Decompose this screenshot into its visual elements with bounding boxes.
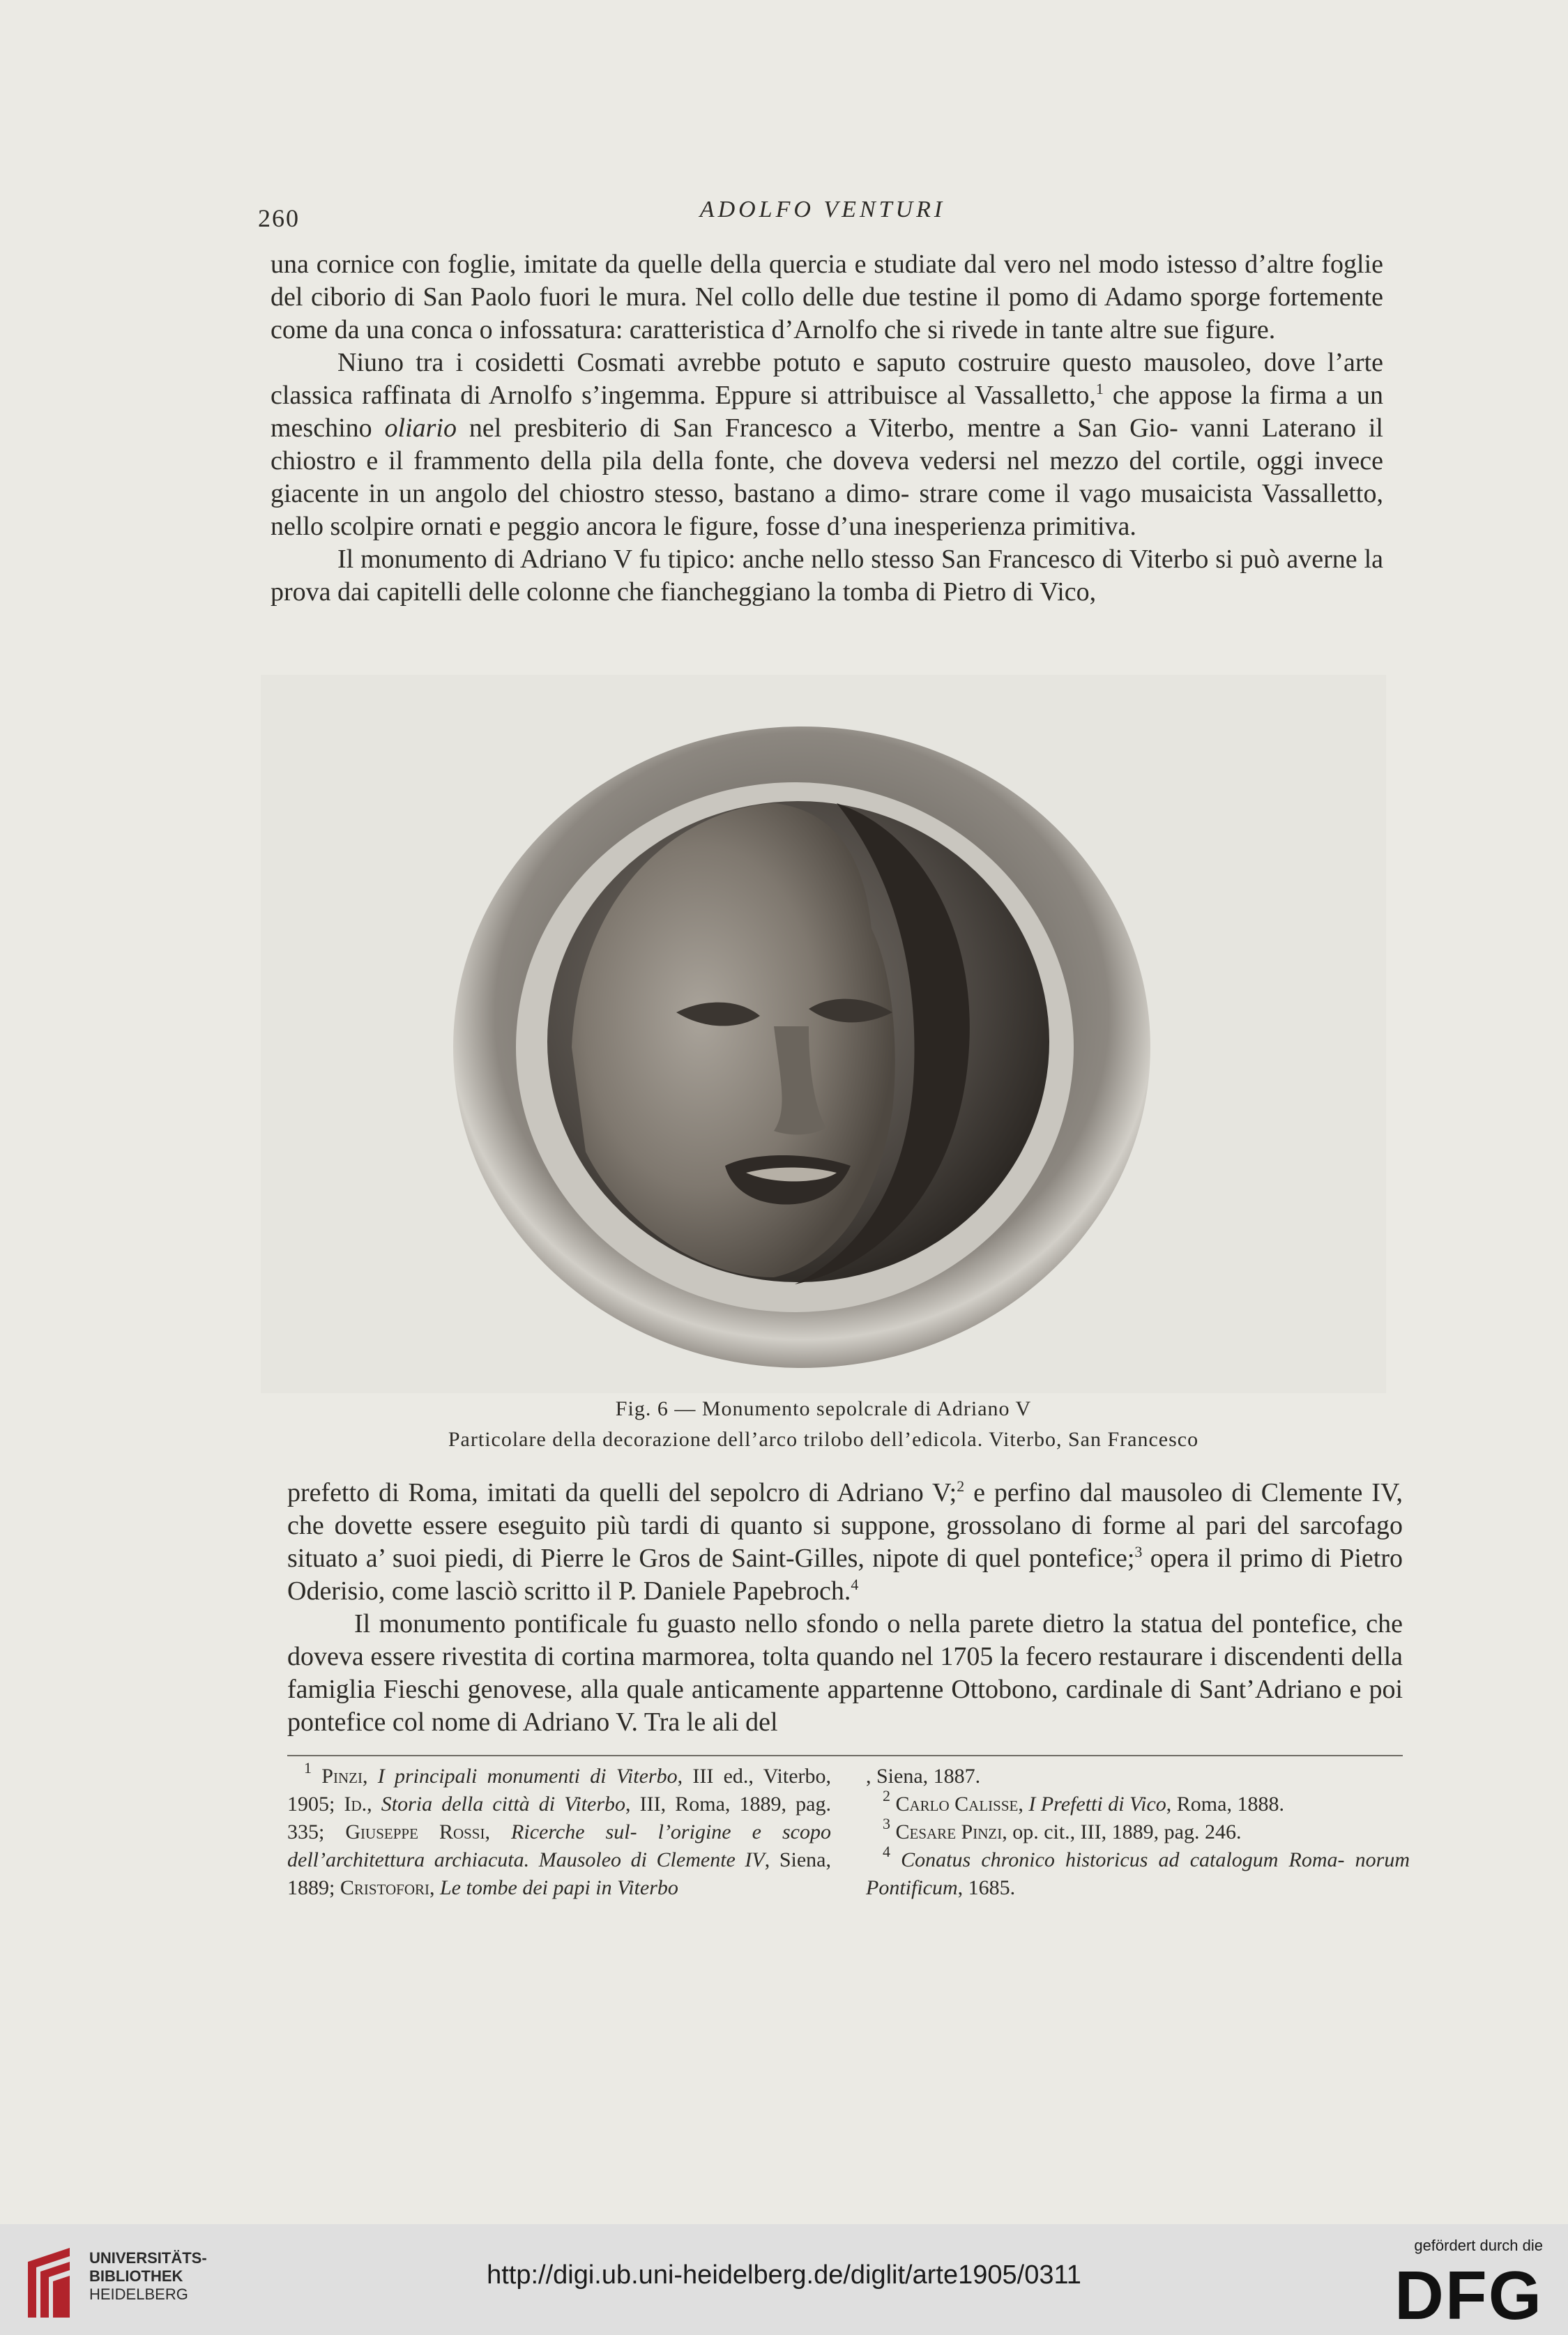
- footnote-1-continued: , Siena, 1887.: [866, 1765, 981, 1788]
- footnote-ref: 1: [1095, 380, 1104, 397]
- university-library-name: UNIVERSITÄTS- BIBLIOTHEK HEIDELBERG: [89, 2249, 207, 2303]
- footnote-column-right: [866, 1763, 1410, 1902]
- footnote-3: $^3$ Cesare Pinzi, op. cit., III, 1889, pag. 246.: [883, 1815, 1242, 1843]
- body-text-bottom: [287, 1477, 1403, 1739]
- permalink-url[interactable]: http://digi.ub.uni-heidelberg.de/diglit/arte1905/0311: [487, 2260, 1081, 2290]
- paragraph: Il monumento di Adriano V fu tipico: anche nello stesso San Francesco di Viterbo si può averne la prova dai capitelli delle colonne che fiancheggiano la tomba di Pietro di Vico,: [271, 545, 1383, 607]
- medallion-photograph: [446, 720, 1157, 1389]
- body-text-top: [271, 248, 1383, 609]
- footnote-ref: 4: [851, 1576, 859, 1593]
- paragraph: Niuno tra i cosidetti Cosmati avrebbe potuto e saputo costruire questo mausoleo, dove l’arte classica raffinata di Arnolfo s’ingemma. Eppure si attribuisce al Vassalletto,$^1$ che appose la firma a un meschino oliario nel presbiterio di San Francesco a Viterbo, mentre a San Gio- vanni Laterano il chiostro e il frammento della pila della fonte, che doveva vedersi nel mezzo del cortile, oggi invece giacente in un angolo del chiostro stesso, bastano a dimo- strare come il vago musaicista Vassalletto, nello scolpire ornati e peggio ancora le figure, fosse d’una inesperienza primitiva.: [271, 348, 1383, 541]
- running-header: [258, 197, 1387, 238]
- footnote-ref: 2: [957, 1477, 965, 1495]
- paragraph: prefetto di Roma, imitati da quelli del sepolcro di Adriano V;$^2$ e perfino dal mausoleo di Clemente IV, che dovette essere eseguito più tardi di quanto si suppone, grossolano di forme al pari del sarcofago situato a’ suoi piedi, di Pierre le Gros de Saint-Gilles, nipote di quel pontefice;$^3$ opera il primo di Pietro Oderisio, come lasciò scritto il P. Daniele Papebroch.$^4$: [287, 1477, 1403, 1606]
- footnotes: [287, 1759, 1410, 1930]
- funding-note: gefördert durch die: [1414, 2237, 1543, 2254]
- figure-caption-title: Fig. 6 — Monumento sepolcrale di Adriano V: [615, 1397, 1032, 1420]
- running-title: ADOLFO VENTURI: [699, 197, 946, 222]
- footnote-1: $^1$ Pinzi, I principali monumenti di Viterbo, III ed., Viterbo, 1905; Id., Storia della città di Viterbo, III, Roma, 1889, pag. 335; Giuseppe Rossi, Ricerche sul- l’origine e scopo dell’architettura archiacuta. Mausoleo di Clemente IV, Siena, 1889; Cristofori, Le tombe dei papi in Viterbo: [287, 1759, 831, 1899]
- footnote-column-left: [287, 1759, 831, 1902]
- footnote-rule: [287, 1755, 1403, 1756]
- dfg-logo: DFG: [1394, 2257, 1543, 2334]
- paragraph: una cornice con foglie, imitate da quelle della quercia e studiate dal vero nel modo istesso d’altre foglie del ciborio di San Paolo fuori le mura. Nel collo delle due testine il pomo di Adamo sporge fortemente come da una conca o infossatura: caratteristica d’Arnolfo che si rivede in tante altre sue figure.: [271, 250, 1383, 344]
- figure-caption-detail: Particolare della decorazione dell’arco trilobo dell’edicola. Viterbo, San Francesco: [448, 1428, 1199, 1451]
- paragraph: Il monumento pontificale fu guasto nello sfondo o nella parete dietro la statua del pontefice, che doveva essere rivestita di cortina marmorea, tolta quando nel 1705 la fecero restaurare i discendenti della famiglia Fieschi genovese, alla quale anticamente appartenne Ottobono, cardinale di Sant’Adriano e poi pontefice col nome di Adriano V. Tra le ali del: [287, 1609, 1403, 1737]
- footnote-ref: 3: [1134, 1543, 1143, 1560]
- footnote-4: $^4$ Conatus chronico historicus ad catalogum Roma- norum Pontificum, 1685.: [866, 1843, 1410, 1899]
- footnote-2: $^2$ Carlo Calisse, I Prefetti di Vico, Roma, 1888.: [883, 1787, 1284, 1816]
- page-number: 260: [258, 204, 300, 232]
- digitization-footer: [0, 2224, 1568, 2335]
